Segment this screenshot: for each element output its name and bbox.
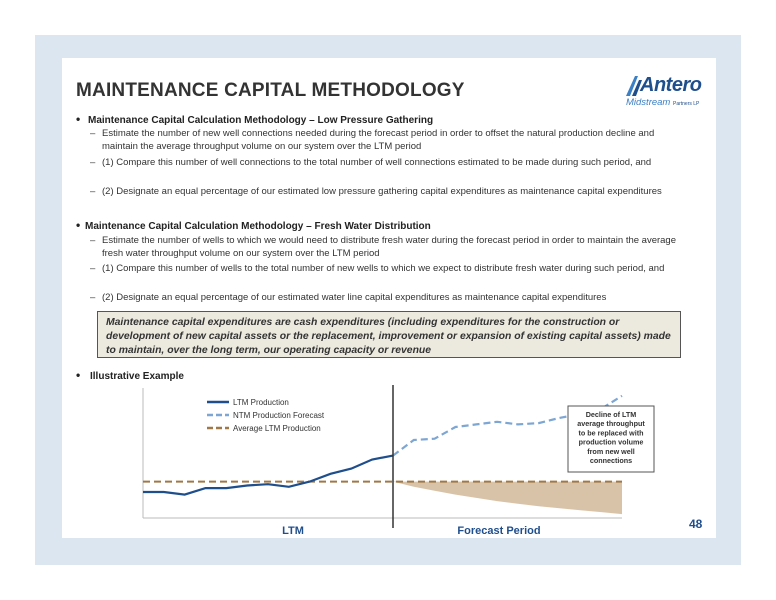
- list-item: – Estimate the number of wells to which we would need to distribute fresh water during the forecast period in order to maintain the average fresh water throughput volume on our system over the LTM period: [90, 235, 677, 259]
- illustrative-chart: [62, 58, 716, 538]
- decline-area: [393, 482, 622, 514]
- bullet-illustrative-heading: • Illustrative Example: [76, 368, 184, 382]
- logo-wordmark: Antero: [640, 74, 702, 96]
- page-number: 48: [689, 517, 703, 531]
- list-item: – (2) Designate an equal percentage of our estimated low pressure gathering capital expenditures as maintenance capital expenditures: [90, 186, 662, 197]
- page-title: MAINTENANCE CAPITAL METHODOLOGY: [76, 80, 465, 101]
- x-label-forecast: Forecast Period: [457, 525, 541, 537]
- x-label-ltm: LTM: [282, 525, 304, 537]
- list-item: – Estimate the number of new well connections needed during the forecast period in order to offset the natural production decline and maintain the average throughput volume on our system over the LTM period: [90, 128, 655, 152]
- ltm-production-line: [143, 456, 393, 495]
- bullet-low-pressure-heading: • Maintenance Capital Calculation Methodology – Low Pressure Gathering: [76, 112, 434, 126]
- definition-callout: Maintenance capital expenditures are cash expenditures (including expenditures for the construction or development of new capital assets or the replacement, improvement or expansion of existing capital assets) made to maintain, over the long term, our operating capacity or revenue: [97, 311, 681, 358]
- legend-label-ltm: LTM Production: [233, 398, 289, 407]
- annotation-text: Decline of LTM average throughput to be replaced with production volume from new well connections: [577, 410, 645, 465]
- chart-legend: [207, 398, 325, 433]
- logo-subtitle: Midstream Partners LP: [626, 97, 700, 108]
- slide: [62, 58, 716, 538]
- list-item: – (1) Compare this number of well connections to the total number of well connections estimated to be made during such period, and: [90, 157, 652, 168]
- list-item: – (1) Compare this number of wells to the total number of new wells to which we expect to distribute fresh water during such period, and: [90, 263, 665, 274]
- bullet-fresh-water-heading: • Maintenance Capital Calculation Methodology – Fresh Water Distribution: [76, 218, 431, 232]
- annotation-box: [568, 406, 654, 472]
- legend-label-ntm: NTM Production Forecast: [233, 411, 325, 420]
- legend-label-average: Average LTM Production: [233, 424, 321, 433]
- list-item: – (2) Designate an equal percentage of our estimated water line capital expenditures as maintenance capital expenditures: [90, 292, 607, 303]
